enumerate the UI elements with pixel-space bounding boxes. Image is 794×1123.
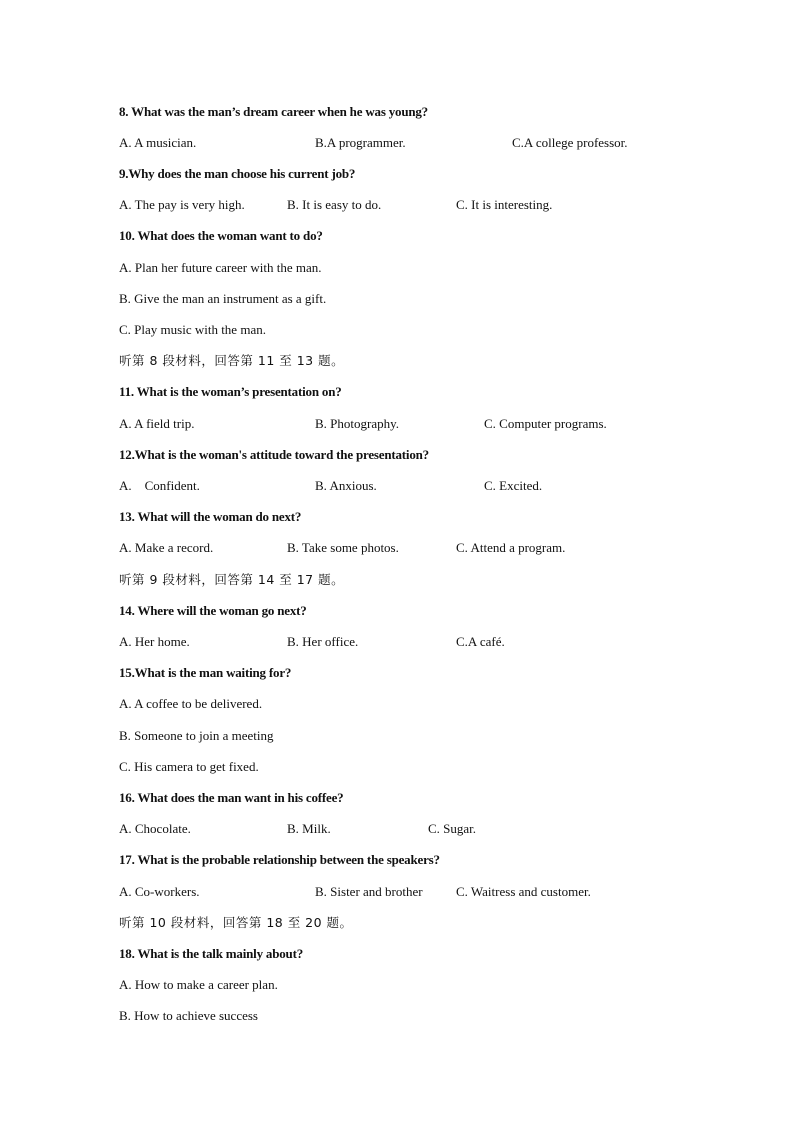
question-16: 16. What does the man want in his coffee? [119,790,344,805]
option-b: B. Someone to join a meeting [119,728,274,743]
option-c: C. It is interesting. [456,197,553,212]
option-b: B. Milk. [287,821,331,836]
option-c: C. Excited. [484,478,543,493]
question-14: 14. Where will the woman go next? [119,603,307,618]
option-c: C.A café. [456,634,505,649]
option-a: A. Her home. [119,634,190,649]
option-a: A. Chocolate. [119,821,191,836]
option-b: B. Photography. [315,416,400,431]
section-instruction-10: 听第 10 段材料，回答第 18 至 20 题。 [119,915,353,930]
option-b: B. Sister and brother [315,884,423,899]
question-18: 18. What is the talk mainly about? [119,946,304,961]
option-b: B.A programmer. [315,135,406,150]
option-c: C. Play music with the man. [119,322,266,337]
option-b: B. Her office. [287,634,359,649]
option-c: C. His camera to get fixed. [119,759,259,774]
option-a: A. A coffee to be delivered. [119,696,263,711]
question-13: 13. What will the woman do next? [119,509,302,524]
option-c: C. Computer programs. [484,416,607,431]
option-b: B. Take some photos. [287,540,399,555]
question-12: 12.What is the woman's attitude toward the presentation? [119,447,429,462]
section-instruction-8: 听第 8 段材料，回答第 11 至 13 题。 [119,353,345,368]
option-b: B. Give the man an instrument as a gift. [119,291,327,306]
question-9: 9.Why does the man choose his current job? [119,166,356,181]
question-10: 10. What does the woman want to do? [119,228,323,243]
option-b: B. Anxious. [315,478,377,493]
option-c: C. Waitress and customer. [456,884,591,899]
question-15: 15.What is the man waiting for? [119,665,292,680]
question-11: 11. What is the woman’s presentation on? [119,384,342,399]
option-a: A. Confident. [119,478,200,493]
option-a: A. A field trip. [119,416,195,431]
option-a: A. Co-workers. [119,884,200,899]
section-instruction-9: 听第 9 段材料，回答第 14 至 17 题。 [119,572,345,587]
option-a: A. Plan her future career with the man. [119,260,322,275]
option-a: A. A musician. [119,135,197,150]
question-8: 8. What was the man’s dream career when he was young? [119,104,428,119]
option-a: A. Make a record. [119,540,214,555]
option-c: C. Attend a program. [456,540,566,555]
option-a: A. The pay is very high. [119,197,245,212]
option-b: B. How to achieve success [119,1008,258,1023]
question-17: 17. What is the probable relationship between the speakers? [119,852,440,867]
option-b: B. It is easy to do. [287,197,382,212]
option-c: C. Sugar. [428,821,477,836]
option-a: A. How to make a career plan. [119,977,278,992]
option-c: C.A college professor. [512,135,628,150]
